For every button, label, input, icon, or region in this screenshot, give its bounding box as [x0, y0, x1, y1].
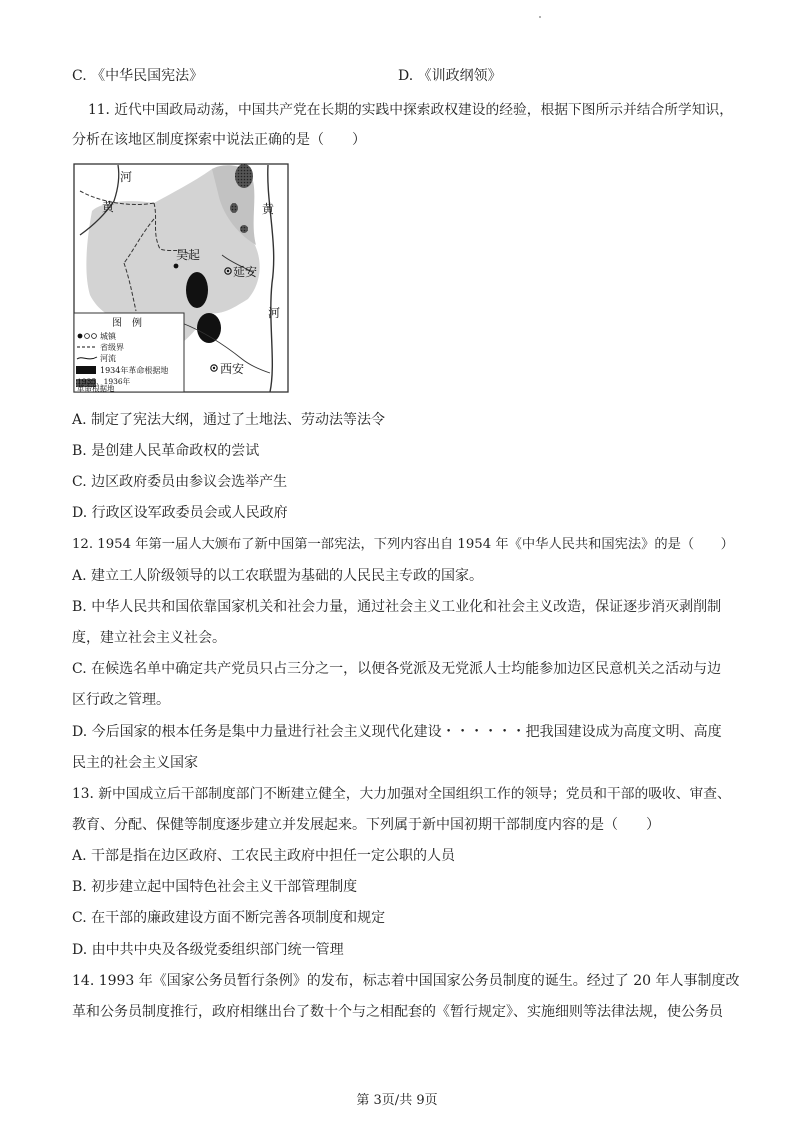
q14-stem-line2: 革和公务员制度推行，政府相继出台了数十个与之相配套的《暂行规定》、实施细则等法律法规，使公务员	[72, 1004, 723, 1020]
q13-option-a: A. 干部是指在边区政府、工农民主政府中担任一定公职的人员	[72, 848, 456, 864]
label-river-he-right: 河	[268, 306, 281, 320]
q12-option-c-line1: C. 在候选名单中确定共产党员只占三分之一，以便各党派及无党派人士均能参加边区民意机关之活动与边	[72, 661, 722, 677]
q12-option-b-line2: 度，建立社会主义社会。	[72, 630, 226, 646]
q13-option-d: D. 由中共中央及各级党委组织部门统一管理	[72, 942, 344, 958]
q11-option-a: A. 制定了宪法大纲，通过了土地法、劳动法等法令	[72, 412, 386, 428]
scan-speck	[539, 16, 541, 18]
base-1934-north	[186, 272, 208, 308]
base-1935-small-2	[240, 225, 248, 233]
q13-option-b: B. 初步建立起中国特色社会主义干部管理制度	[72, 879, 358, 895]
label-wuqi: 吴起	[176, 248, 201, 262]
legend-1935-label-2: 革命根据地	[77, 384, 115, 393]
legend-town-icon	[78, 334, 83, 339]
legend-1934-icon	[76, 366, 96, 374]
legend-river-label: 河流	[100, 354, 116, 363]
q10-option-d: D. 《训政纲领》	[398, 68, 502, 84]
label-river-he-left: 河	[120, 170, 133, 184]
q13-stem-line1: 13. 新中国成立后干部制度部门不断建立健全，大力加强对全国组织工作的领导；党员和干部的吸收、审查、	[72, 786, 731, 802]
q11-stem-line2: 分析在该地区制度探索中说法正确的是（ ）	[72, 132, 366, 148]
label-yanan: 延安	[233, 265, 258, 279]
q12-option-c-line2: 区行政之管理。	[72, 692, 170, 708]
q12-option-d-line2: 民主的社会主义国家	[72, 755, 198, 771]
base-1935-small-1	[230, 203, 238, 213]
q10-option-c: C. 《中华民国宪法》	[72, 68, 204, 84]
legend-town-label: 城镇	[100, 332, 116, 341]
page-footer: 第 3页/共 9页	[356, 1093, 438, 1108]
q12-option-b-line1: B. 中华人民共和国依靠国家机关和社会力量，通过社会主义工业化和社会主义改造，保证逐步消灭剥削制	[72, 599, 722, 615]
q12-option-a: A. 建立工人阶级领导的以工农联盟为基础的人民民主专政的国家。	[72, 568, 484, 584]
q11-option-c: C. 边区政府委员由参议会选举产生	[72, 474, 288, 490]
base-1935-north	[235, 164, 253, 188]
q14-stem-line1: 14. 1993 年《国家公务员暂行条例》的发布，标志着中国国家公务员制度的诞生。经过了 20 年人事制度改	[72, 973, 740, 989]
label-river-huang-left: 黄	[102, 200, 115, 214]
label-river-huang-right: 黄	[262, 202, 275, 216]
revolutionary-base-map	[72, 163, 290, 393]
q13-option-c: C. 在干部的廉政建设方面不断完善各项制度和规定	[72, 910, 386, 926]
legend-border-label: 省级界	[100, 343, 124, 352]
base-1934-south	[197, 313, 221, 343]
q12-option-d-line1: D. 今后国家的根本任务是集中力量进行社会主义现代化建设・・・・・・把我国建设成为高度文明、高度	[72, 724, 722, 740]
label-xian: 西安	[220, 362, 245, 376]
legend-title: 图 例	[112, 318, 142, 329]
legend-1935-label-1: 1935、1936年	[77, 377, 131, 386]
town-marker-wuqi	[174, 264, 179, 269]
q11-option-d: D. 行政区设军政委员会或人民政府	[72, 505, 288, 521]
q11-stem-line1: 11. 近代中国政局动荡，中国共产党在长期的实践中探索政权建设的经验，根据下图所示并结合所学知识，	[88, 102, 733, 118]
q12-stem: 12. 1954 年第一届人大颁布了新中国第一部宪法，下列内容出自 1954 年《中华人民共和国宪法》的是（ ）	[72, 537, 734, 552]
legend-1934-label: 1934年革命根据地	[100, 366, 169, 375]
q13-stem-line2: 教育、分配、保健等制度逐步建立并发展起来。下列属于新中国初期干部制度内容的是（ ）	[72, 817, 660, 833]
q11-option-b: B. 是创建人民革命政权的尝试	[72, 443, 260, 459]
map-legend	[74, 313, 184, 393]
